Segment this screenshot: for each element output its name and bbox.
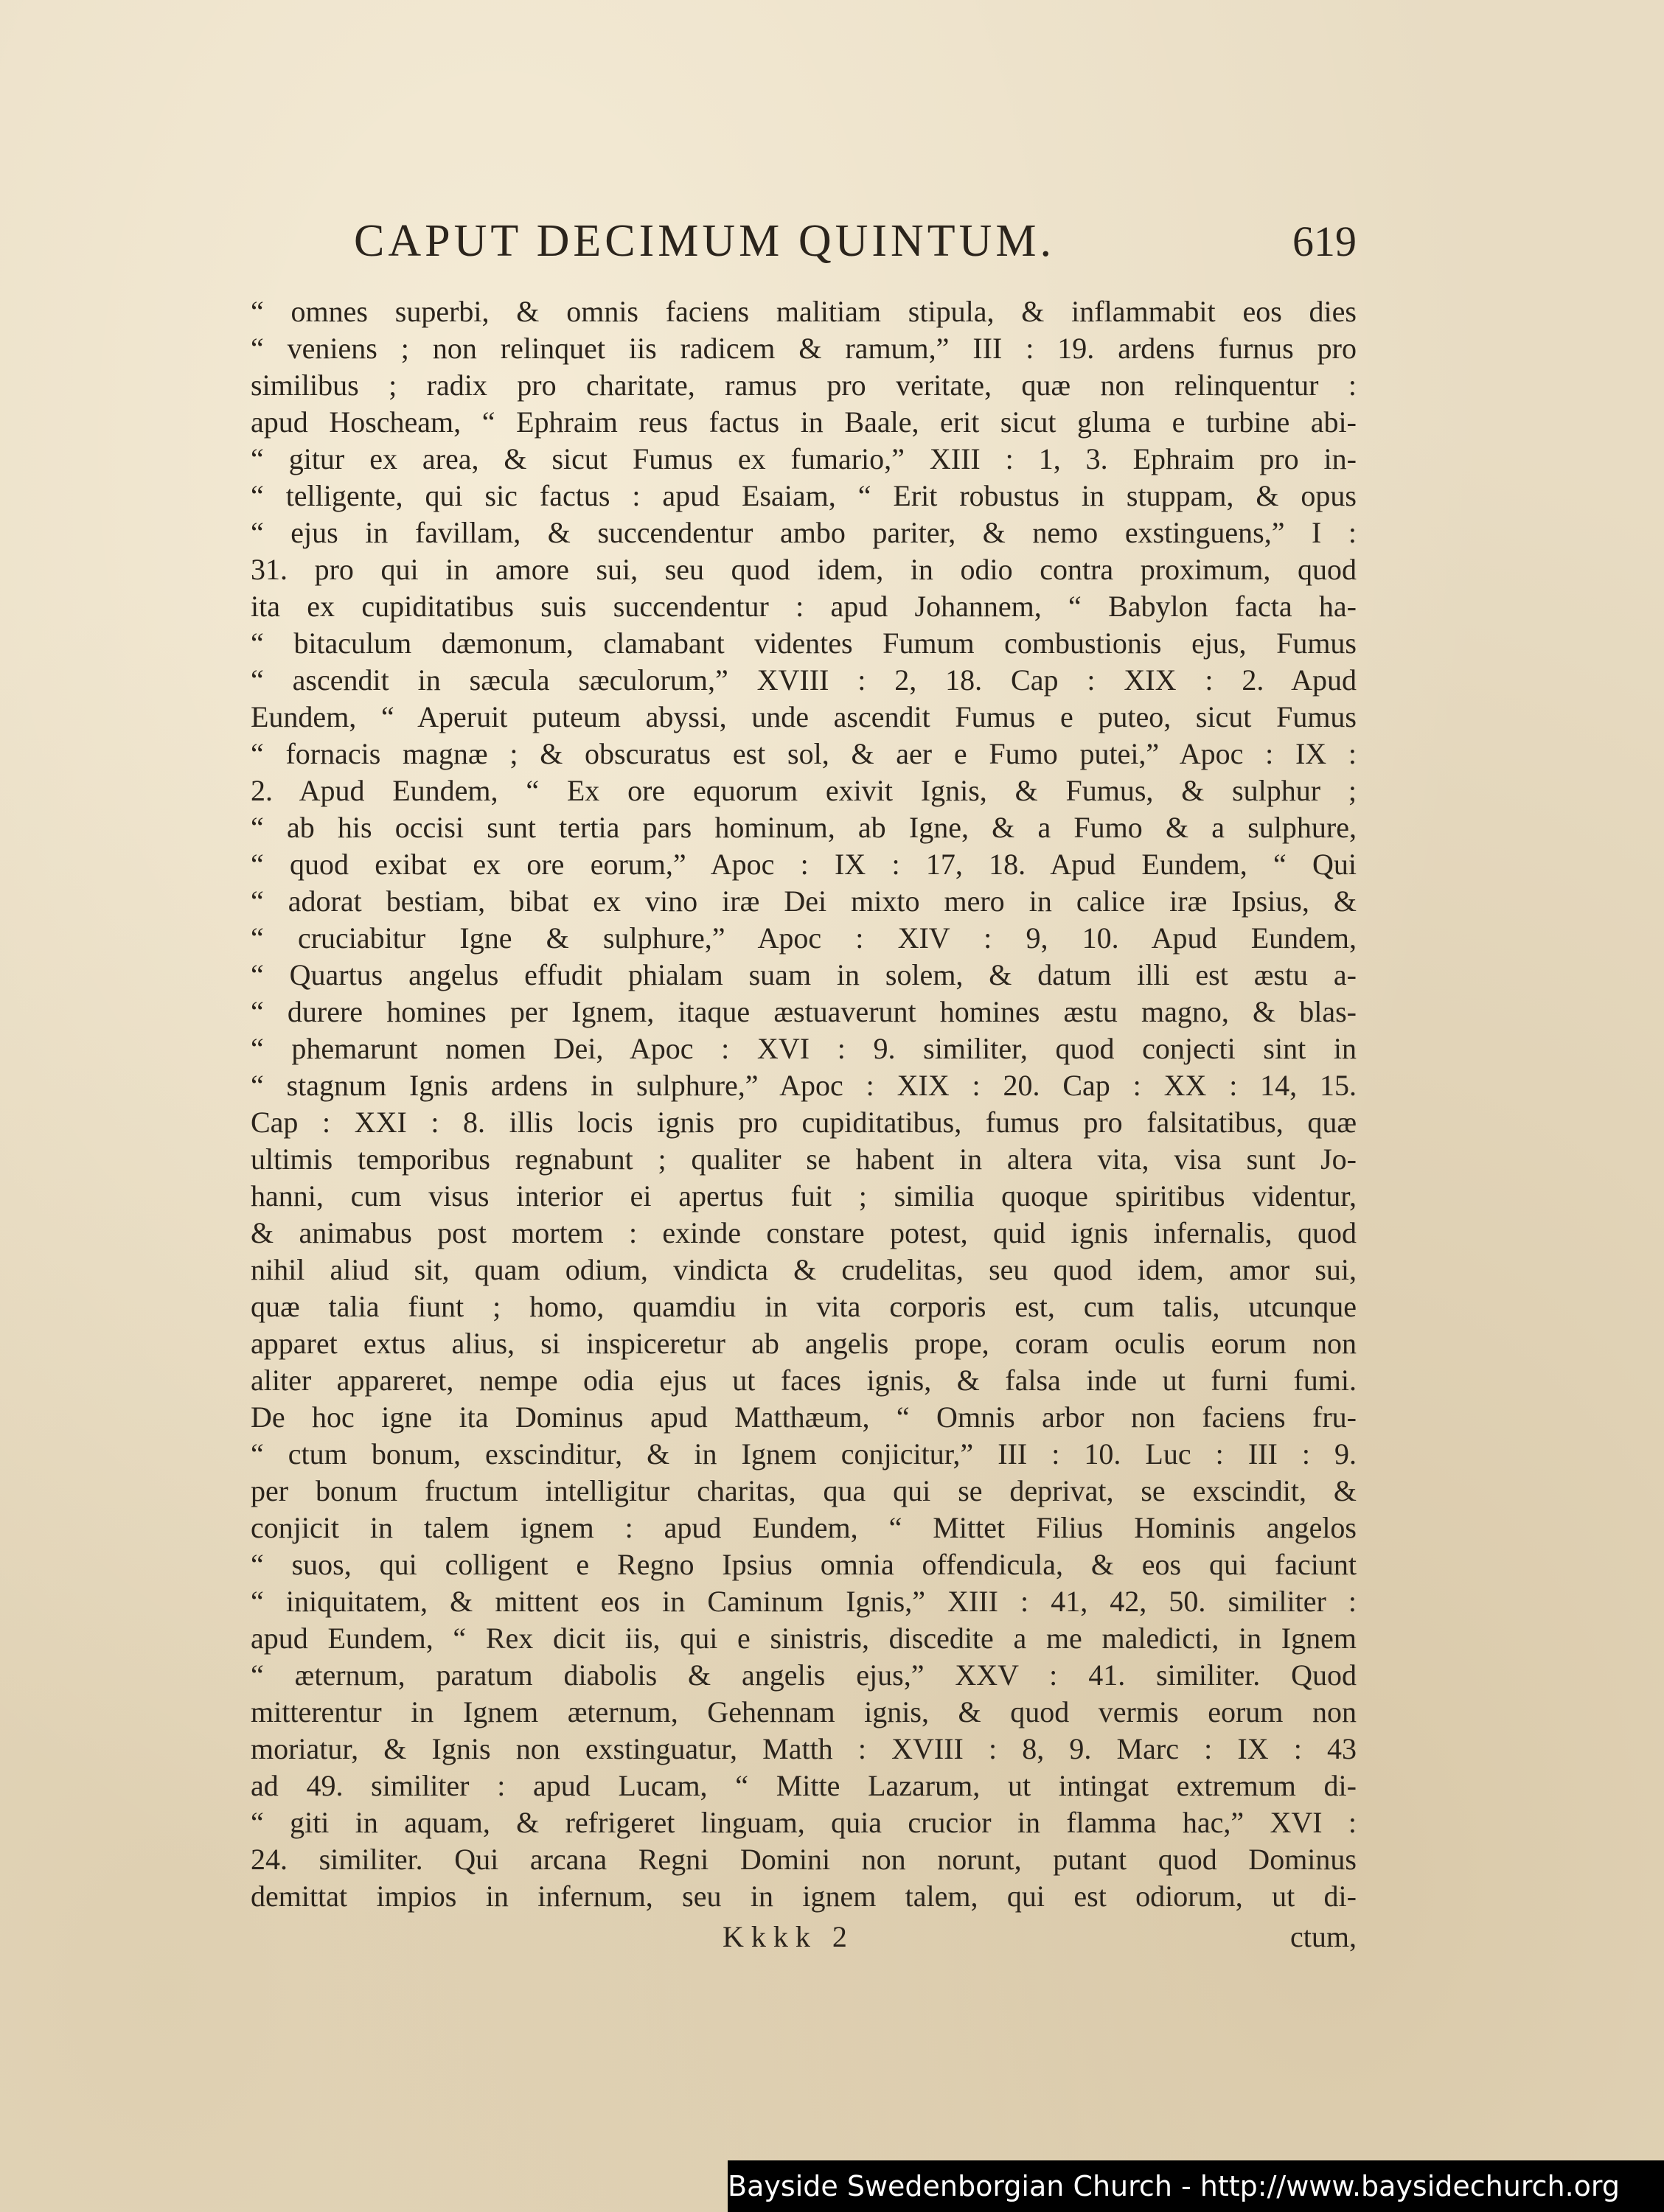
signature-mark: Kkkk 2 (723, 1920, 854, 1953)
text-line: “ giti in aquam, & refrigeret linguam, quia crucior in flamma hac,” XVI : (251, 1806, 1357, 1839)
text-line: “ durere homines per Ignem, itaque æstuaverunt homines æstu magno, & blas- (251, 995, 1357, 1028)
text-line: similibus ; radix pro charitate, ramus pro veritate, quæ non relinquentur : (251, 369, 1357, 402)
text-line: “ ascendit in sæcula sæculorum,” XVIII : 2, 18. Cap : XIX : 2. Apud (251, 663, 1357, 697)
text-line: ultimis temporibus regnabunt ; qualiter se habent in altera vita, visa sunt Jo- (251, 1142, 1357, 1176)
text-line: “ Quartus angelus effudit phialam suam in solem, & datum illi est æstu a- (251, 958, 1357, 991)
text-line: & animabus post mortem : exinde constare potest, quid ignis infernalis, quod (251, 1216, 1357, 1249)
text-line: Eundem, “ Aperuit puteum abyssi, unde ascendit Fumus e puteo, sicut Fumus (251, 700, 1357, 733)
text-line: quæ talia fiunt ; homo, quamdiu in vita corporis est, cum talis, utcunque (251, 1290, 1357, 1323)
text-line: “ phemarunt nomen Dei, Apoc : XVI : 9. similiter, quod conjecti sint in (251, 1032, 1357, 1065)
text-line: “ ejus in favillam, & succendentur ambo pariter, & nemo exstinguens,” I : (251, 516, 1357, 549)
text-line: ad 49. similiter : apud Lucam, “ Mitte Lazarum, ut intingat extremum di- (251, 1769, 1357, 1802)
text-line: “ veniens ; non relinquet iis radicem & ramum,” III : 19. ardens furnus pro (251, 332, 1357, 365)
page-header (354, 215, 1357, 282)
text-line: ita ex cupiditatibus suis succendentur : apud Johannem, “ Babylon facta ha- (251, 590, 1357, 623)
text-line: aliter appareret, nempe odia ejus ut faces ignis, & falsa inde ut furni fumi. (251, 1364, 1357, 1397)
text-line: hanni, cum visus interior ei apertus fuit ; similia quoque spiritibus videntur, (251, 1179, 1357, 1213)
text-line: moriatur, & Ignis non exstinguatur, Matth : XVIII : 8, 9. Marc : IX : 43 (251, 1732, 1357, 1765)
text-line: “ ab his occisi sunt tertia pars hominum, ab Igne, & a Fumo & a sulphure, (251, 811, 1357, 844)
text-line: “ suos, qui colligent e Regno Ipsius omnia offendicula, & eos qui faciunt (251, 1548, 1357, 1581)
text-line: De hoc igne ita Dominus apud Matthæum, “ Omnis arbor non faciens fru- (251, 1400, 1357, 1434)
text-line: “ adorat bestiam, bibat ex vino iræ Dei mixto mero in calice iræ Ipsius, & (251, 885, 1357, 918)
text-line: “ bitaculum dæmonum, clamabant videntes Fumum combustionis ejus, Fumus (251, 627, 1357, 660)
text-line: apud Eundem, “ Rex dicit iis, qui e sinistris, discedite a me maledicti, in Ignem (251, 1622, 1357, 1655)
text-line: “ cruciabitur Igne & sulphure,” Apoc : XIV : 9, 10. Apud Eundem, (251, 921, 1357, 955)
body-text (251, 293, 1357, 1915)
text-line: 31. pro qui in amore sui, seu quod idem, in odio contra proximum, quod (251, 553, 1357, 586)
text-line: “ quod exibat ex ore eorum,” Apoc : IX : 17, 18. Apud Eundem, “ Qui (251, 848, 1357, 881)
text-line: mitterentur in Ignem æternum, Gehennam ignis, & quod vermis eorum non (251, 1695, 1357, 1728)
text-line: demittat impios in infernum, seu in ignem talem, qui est odiorum, ut di- (251, 1880, 1357, 1913)
watermark-banner: Bayside Swedenborgian Church - http://www.baysidechurch.org (728, 2160, 1664, 2212)
text-line: Cap : XXI : 8. illis locis ignis pro cupiditatibus, fumus pro falsitatibus, quæ (251, 1106, 1357, 1139)
page-footer (251, 1916, 1357, 1958)
text-line: 24. similiter. Qui arcana Regni Domini non norunt, putant quod Dominus (251, 1843, 1357, 1876)
running-title: CAPUT DECIMUM QUINTUM. (354, 216, 1056, 266)
page-number: 619 (1292, 217, 1357, 265)
text-line: “ ctum bonum, exscinditur, & in Ignem conjicitur,” III : 10. Luc : III : 9. (251, 1437, 1357, 1470)
text-line: apparet extus alius, si inspiceretur ab angelis prope, coram oculis eorum non (251, 1327, 1357, 1360)
text-line: conjicit in talem ignem : apud Eundem, “ Mittet Filius Hominis angelos (251, 1511, 1357, 1544)
text-line: “ stagnum Ignis ardens in sulphure,” Apoc : XIX : 20. Cap : XX : 14, 15. (251, 1069, 1357, 1102)
catchword: ctum, (1290, 1920, 1357, 1953)
text-line: “ æternum, paratum diabolis & angelis ejus,” XXV : 41. similiter. Quod (251, 1658, 1357, 1692)
text-line: per bonum fructum intelligitur charitas, qua qui se deprivat, se exscindit, & (251, 1474, 1357, 1507)
text-line: “ iniquitatem, & mittent eos in Caminum Ignis,” XIII : 41, 42, 50. similiter : (251, 1585, 1357, 1618)
text-line: “ omnes superbi, & omnis faciens malitiam stipula, & inflammabit eos dies (251, 295, 1357, 328)
text-line: 2. Apud Eundem, “ Ex ore equorum exivit Ignis, & Fumus, & sulphur ; (251, 774, 1357, 807)
text-line: apud Hoscheam, “ Ephraim reus factus in Baale, erit sicut gluma e turbine abi- (251, 405, 1357, 439)
text-line: “ gitur ex area, & sicut Fumus ex fumario,” XIII : 1, 3. Ephraim pro in- (251, 442, 1357, 475)
text-line: nihil aliud sit, quam odium, vindicta & crudelitas, seu quod idem, amor sui, (251, 1253, 1357, 1286)
text-line: “ fornacis magnæ ; & obscuratus est sol, & aer e Fumo putei,” Apoc : IX : (251, 737, 1357, 770)
text-line: “ telligente, qui sic factus : apud Esaiam, “ Erit robustus in stuppam, & opus (251, 479, 1357, 512)
